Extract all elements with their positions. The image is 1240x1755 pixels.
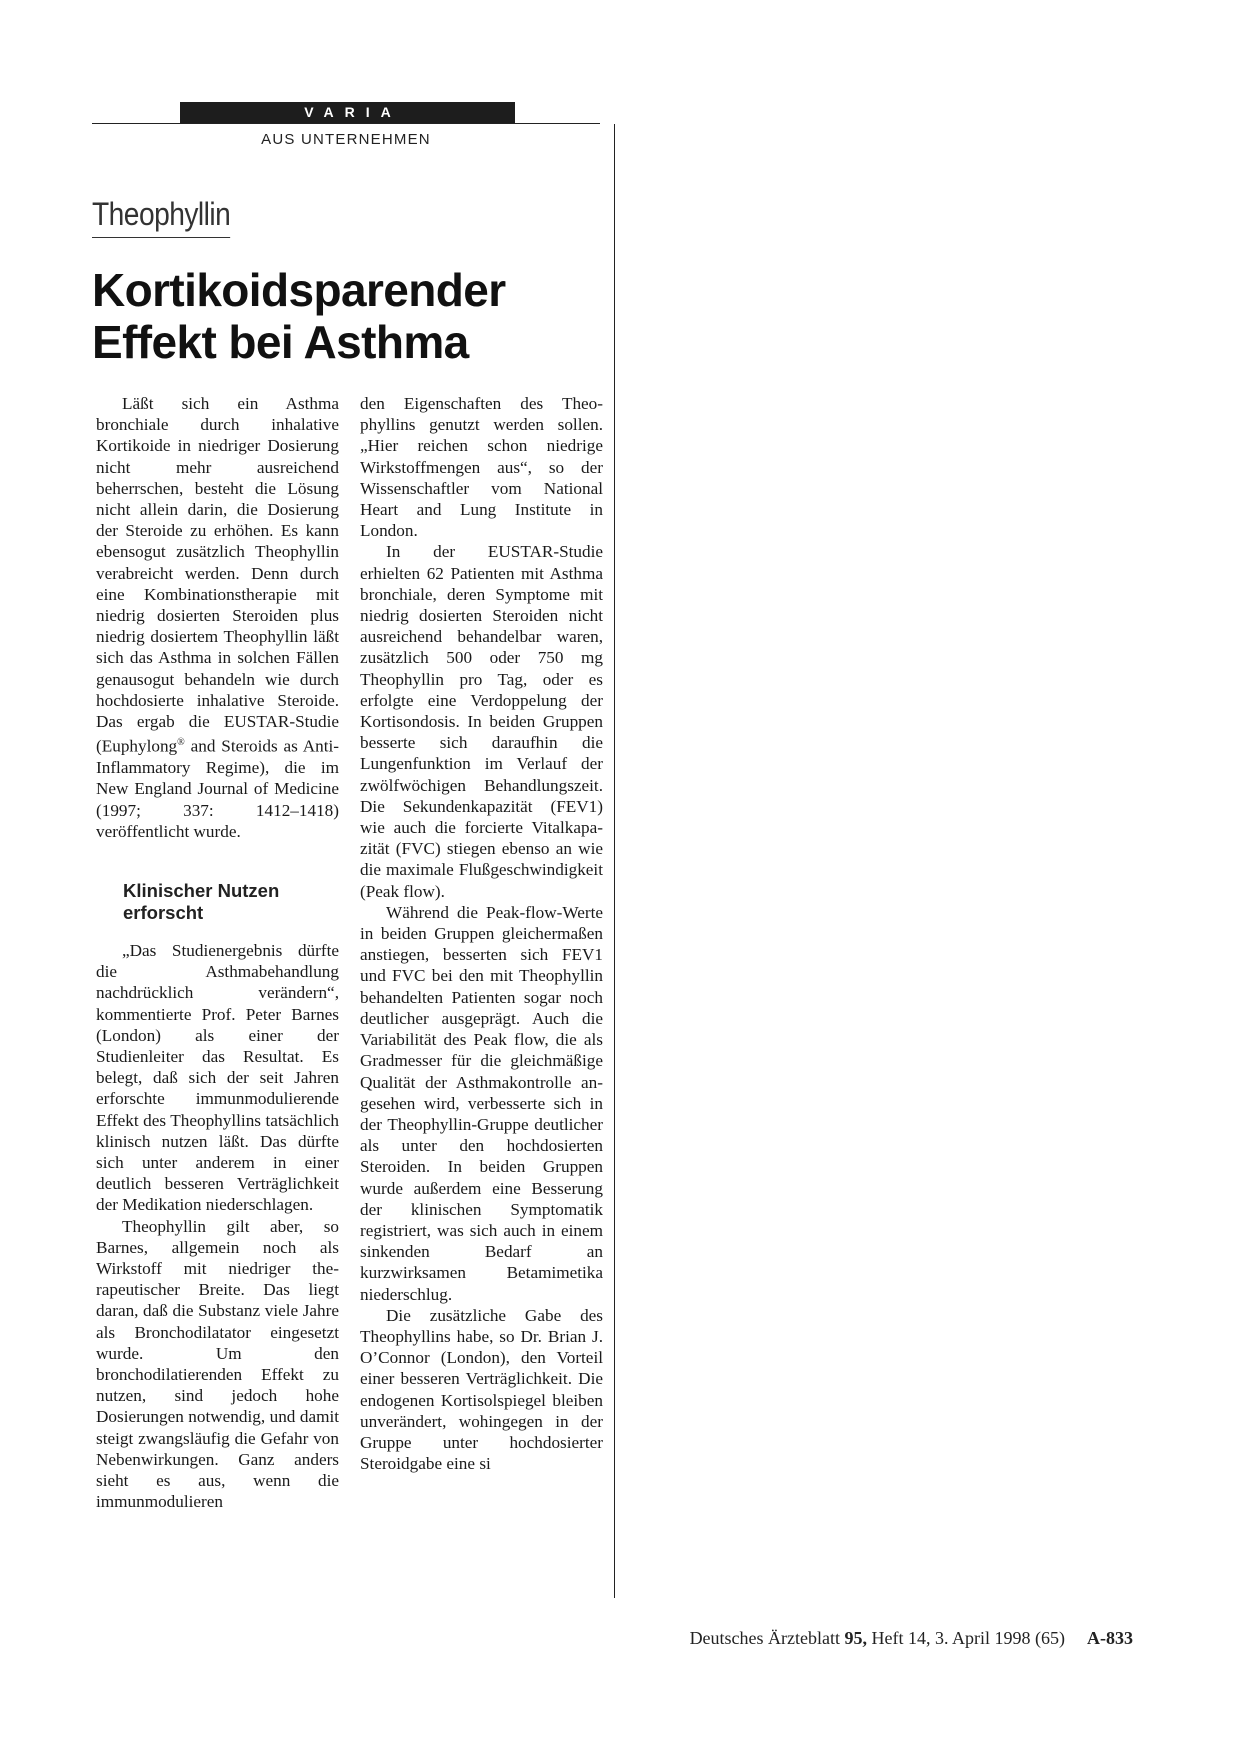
article-headline xyxy=(92,264,612,368)
text-column-right xyxy=(360,393,603,1474)
section-label: AUS UNTERNEHMEN xyxy=(261,131,431,148)
page-footer xyxy=(690,1628,1133,1649)
registered-mark: ® xyxy=(177,737,185,749)
paragraph-text: Läßt sich ein Asthma bronchiale durch inhalative Kortikoide in niedriger Dosierung nicht mehr ausreichend beherrschen, besteht die Lösung nicht allein darin, die Dosierung der Steroide zu erhöhen. Es kann ebensogut zusätzlich Theophyllin verabreicht werden. Denn durch eine Kombinationstherapie mit niedrig dosierten Steroiden plus niedrig dosiertem Theophyllin läßt sich das Asthma in solchen Fällen genausogut behandeln wie durch hochdosierte inhalative Steroide. Das ergab die EUSTAR-Studie (Euphylong xyxy=(96,394,339,756)
paragraph: „Das Studienergebnis dürfte die Asthmabehandlung nachdrücklich verändern“, kommentierte Prof. Peter Barnes (London) als einer der Studienleiter das Resultat. Es belegt, daß sich der seit Jahren erforschte immunmodulierende Effekt des Theophyllins tatsächlich klinisch nutzen läßt. Das dürfte sich unter anderem in einer deutlich besseren Verträglichkeit der Medikation niederschlagen. xyxy=(96,941,339,1215)
paragraph: den Eigenschaften des Theophyllins genutzt werden sollen. „Hier reichen schon niedrige Wirkstoffmengen aus“, so der Wissenschaftler vom National Heart and Lung Institute in London. xyxy=(360,394,603,541)
text-column-left xyxy=(96,393,339,1512)
subheading: Klinischer Nutzen erforscht xyxy=(123,880,280,923)
headline-line-2: Effekt bei Asthma xyxy=(92,316,469,368)
column-divider xyxy=(614,124,615,1598)
volume-number: 95, xyxy=(844,1628,868,1648)
journal-name: Deutsches Ärzteblatt xyxy=(689,1628,845,1648)
page-number: A-833 xyxy=(1087,1628,1133,1648)
issue-info: Heft 14, 3. April 1998 (65) xyxy=(867,1628,1065,1648)
rubric-rule xyxy=(92,123,600,124)
paragraph-text: and Steroids as Anti-Inflammatory Regime), die im New England Journal of Medicine (1997; 337: 1412–1418) veröffentlicht wurde. xyxy=(96,736,339,841)
rubric-bar: VARIA xyxy=(180,102,515,123)
paragraph: Die zusätzliche Gabe des Theophyllins habe, so Dr. Brian J. O’Connor (London), den Vorteil einer besseren Verträglichkeit. Die endogenen Kortisolspiegel bleiben unverändert, wohingegen in der Gruppe unter hochdosierter Steroidgabe eine si xyxy=(360,1305,603,1474)
headline-line-1: Kortikoidsparender xyxy=(92,264,506,316)
paragraph: Theophyllin gilt aber, so Barnes, allgemein noch als Wirkstoff mit niedriger therapeutischer Breite. Das liegt daran, daß die Substanz viele Jahre als Bronchodilatator eingesetzt wurde. Um den bronchodilatierenden Effekt zu nutzen, sind jedoch hohe Dosierungen notwendig, und damit steigt zwangsläufig die Gefahr von Nebenwirkungen. Ganz anders sieht es aus, wenn die immunmodulieren xyxy=(96,1216,339,1512)
article-kicker: Theophyllin xyxy=(92,196,230,238)
paragraph: In der EUSTAR-Studie erhielten 62 Patienten mit Asthma bronchiale, deren Symptome mit niedrig dosierten Steroiden nicht ausreichend behandelbar waren, zusätzlich 500 oder 750 mg Theophyllin pro Tag, oder es erfolgte eine Verdoppelung der Kortisondosis. In beiden Gruppen besserte sich daraufhin die Lungenfunktion im Verlauf der zwölfwöchigen Behandlungszeit. Die Sekundenkapazität (FEV1) wie auch die forcierte Vitalkapazität (FVC) stiegen ebenso an wie die maximale Flußgeschwindigkeit (Peak flow). xyxy=(360,542,603,901)
paragraph: Während die Peak-flow-Werte in beiden Gruppen gleichermaßen anstiegen, besserten sich FEV1 und FVC bei den mit Theophyllin behandelten Patienten sogar noch deutlicher ausgeprägt. Auch die Variabilität des Peak flow, die als Gradmesser für die gleichmäßige Qualität der Asthmakontrolle angesehen wird, verbesserte sich in der Theophyllin-Gruppe deutlicher als unter den hochdosierten Steroiden. In beiden Gruppen wurde außerdem eine Besserung der klinischen Symptomatik registriert, was sich auch in einem sinkenden Bedarf an kurzwirksamen Betamimetika niederschlug. xyxy=(360,902,603,1304)
paragraph xyxy=(96,393,339,842)
